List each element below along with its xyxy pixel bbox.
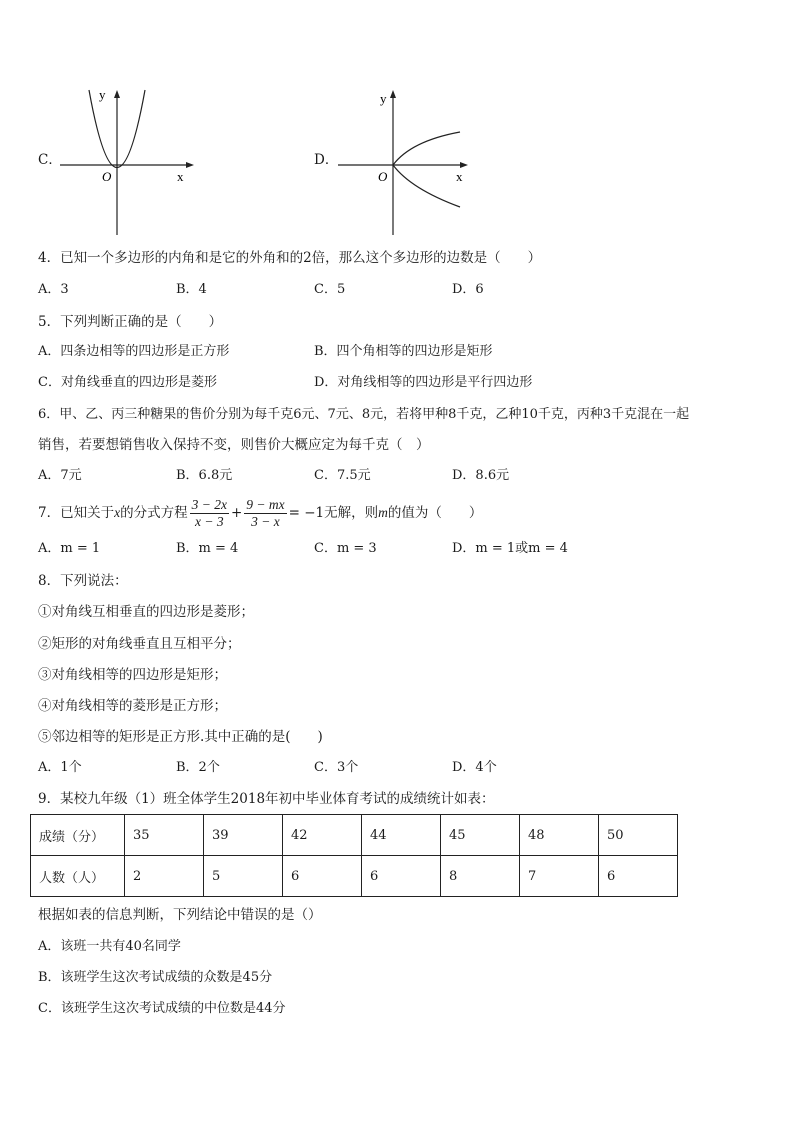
q7-var-m: m (378, 505, 388, 520)
q5-option-d[interactable]: D．对角线相等的四边形是平行四边形 (314, 375, 533, 390)
q8-statement-4: ④对角线相等的菱形是正方形； (38, 698, 227, 714)
table-cell: 45 (441, 815, 520, 856)
q7-option-c[interactable]: C．m = 3 (314, 541, 377, 556)
q8-statement-5: ⑤邻边相等的矩形是正方形.其中正确的是( ) (38, 729, 323, 745)
question-8-stem: 8．下列说法： (38, 573, 128, 589)
q8-option-b[interactable]: B．2个 (176, 760, 220, 775)
graph-c-origin: O (102, 169, 112, 184)
q6-option-a[interactable]: A．7元 (38, 468, 82, 483)
graph-c-y-arrow (114, 90, 120, 98)
q7-plus: + (230, 505, 243, 521)
graph-c-x-arrow (186, 162, 194, 168)
table-cell: 42 (283, 815, 362, 856)
q7-fraction-2-denominator: 3 − x (251, 513, 280, 529)
graph-c-parabola-up (60, 85, 200, 240)
q7-mid: 的分式方程 (120, 505, 188, 521)
q7-rhs: = −1无解，则 (288, 505, 379, 521)
question-7-stem (38, 495, 482, 531)
q7-fraction-1 (190, 497, 229, 530)
question-5-stem: 5．下列判断正确的是（ ） (38, 314, 223, 330)
q4-option-d[interactable]: D．6 (452, 282, 484, 297)
table-cell: 2 (125, 856, 204, 897)
q7-option-a[interactable]: A．m = 1 (38, 541, 101, 556)
table-cell: 5 (204, 856, 283, 897)
graph-c-x-label: x (177, 169, 184, 184)
table-cell: 39 (204, 815, 283, 856)
q8-statement-2: ②矩形的对角线垂直且互相平分； (38, 636, 241, 652)
graph-d-x-label: x (456, 169, 463, 184)
table-header-cell: 人数（人） (31, 856, 125, 897)
q5-option-c[interactable]: C．对角线垂直的四边形是菱形 (38, 375, 217, 390)
q4-option-c[interactable]: C．5 (314, 282, 346, 297)
graph-d-y-arrow (390, 90, 396, 98)
q4-option-a[interactable]: A．3 (38, 282, 69, 297)
question-9-stem: 9．某校九年级（1）班全体学生2018年初中毕业体育考试的成绩统计如表： (38, 791, 495, 807)
q8-option-d[interactable]: D．4个 (452, 760, 497, 775)
q7-option-b[interactable]: B．m = 4 (176, 541, 239, 556)
q6-option-b[interactable]: B．6.8元 (176, 468, 233, 483)
table-header-cell: 成绩（分） (31, 815, 125, 856)
q8-statement-3: ③对角线相等的四边形是矩形； (38, 667, 227, 683)
table-cell: 7 (520, 856, 599, 897)
table-cell: 6 (283, 856, 362, 897)
q8-statement-1: ①对角线互相垂直的四边形是菱形； (38, 604, 254, 620)
q4-option-b[interactable]: B．4 (176, 282, 207, 297)
graph-d-x-arrow (460, 162, 468, 168)
q6-option-d[interactable]: D．8.6元 (452, 468, 510, 483)
graph-c-y-label: y (99, 87, 106, 102)
table-cell: 44 (362, 815, 441, 856)
table-cell: 50 (599, 815, 678, 856)
table-row-count (31, 856, 678, 897)
table-row-score (31, 815, 678, 856)
q5-option-b[interactable]: B．四个角相等的四边形是矩形 (314, 344, 493, 359)
table-cell: 35 (125, 815, 204, 856)
q7-fraction-1-denominator: x − 3 (194, 513, 224, 529)
question-6-stem-line2: 销售，若要想销售收入保持不变，则售价大概应定为每千克（ ） (38, 437, 430, 453)
question-6-stem-line1: 6．甲、乙、丙三种糖果的售价分别为每千克6元、7元、8元，若将甲种8千克，乙种10千克，丙种3千克混在一起 (38, 407, 690, 422)
q7-fraction-2-numerator: 9 − mx (246, 496, 285, 512)
option-c-label: C． (38, 152, 62, 168)
q8-option-c[interactable]: C．3个 (314, 760, 359, 775)
q9-option-a[interactable]: A．该班一共有40名同学 (38, 939, 181, 954)
table-cell: 6 (599, 856, 678, 897)
option-d-label: D． (314, 152, 339, 168)
question-4-stem: 4．已知一个多边形的内角和是它的外角和的2倍，那么这个多边形的边数是（ ） (38, 250, 542, 266)
graph-d-origin: O (378, 169, 388, 184)
q7-fraction-2 (244, 497, 286, 530)
table-cell: 6 (362, 856, 441, 897)
q7-suffix: 的值为（ ） (387, 505, 483, 521)
q9-option-c[interactable]: C．该班学生这次考试成绩的中位数是44分 (38, 1001, 286, 1016)
q9-followup: 根据如表的信息判断，下列结论中错误的是（） (38, 907, 322, 923)
q9-option-b[interactable]: B．该班学生这次考试成绩的众数是45分 (38, 970, 273, 985)
score-table (30, 814, 678, 897)
q7-var-x: x (114, 505, 121, 520)
q7-option-d[interactable]: D．m = 1或m = 4 (452, 541, 568, 556)
graph-d-curve (393, 132, 460, 207)
q6-option-c[interactable]: C．7.5元 (314, 468, 371, 483)
table-cell: 48 (520, 815, 599, 856)
q5-option-a[interactable]: A．四条边相等的四边形是正方形 (38, 344, 230, 359)
q7-fraction-1-numerator: 3 − 2x (191, 496, 227, 512)
q8-option-a[interactable]: A．1个 (38, 760, 82, 775)
graph-d-parabola-right (338, 85, 478, 240)
table-cell: 8 (441, 856, 520, 897)
graph-d-y-label: y (380, 91, 387, 106)
q7-prefix: 7．已知关于 (38, 505, 115, 521)
